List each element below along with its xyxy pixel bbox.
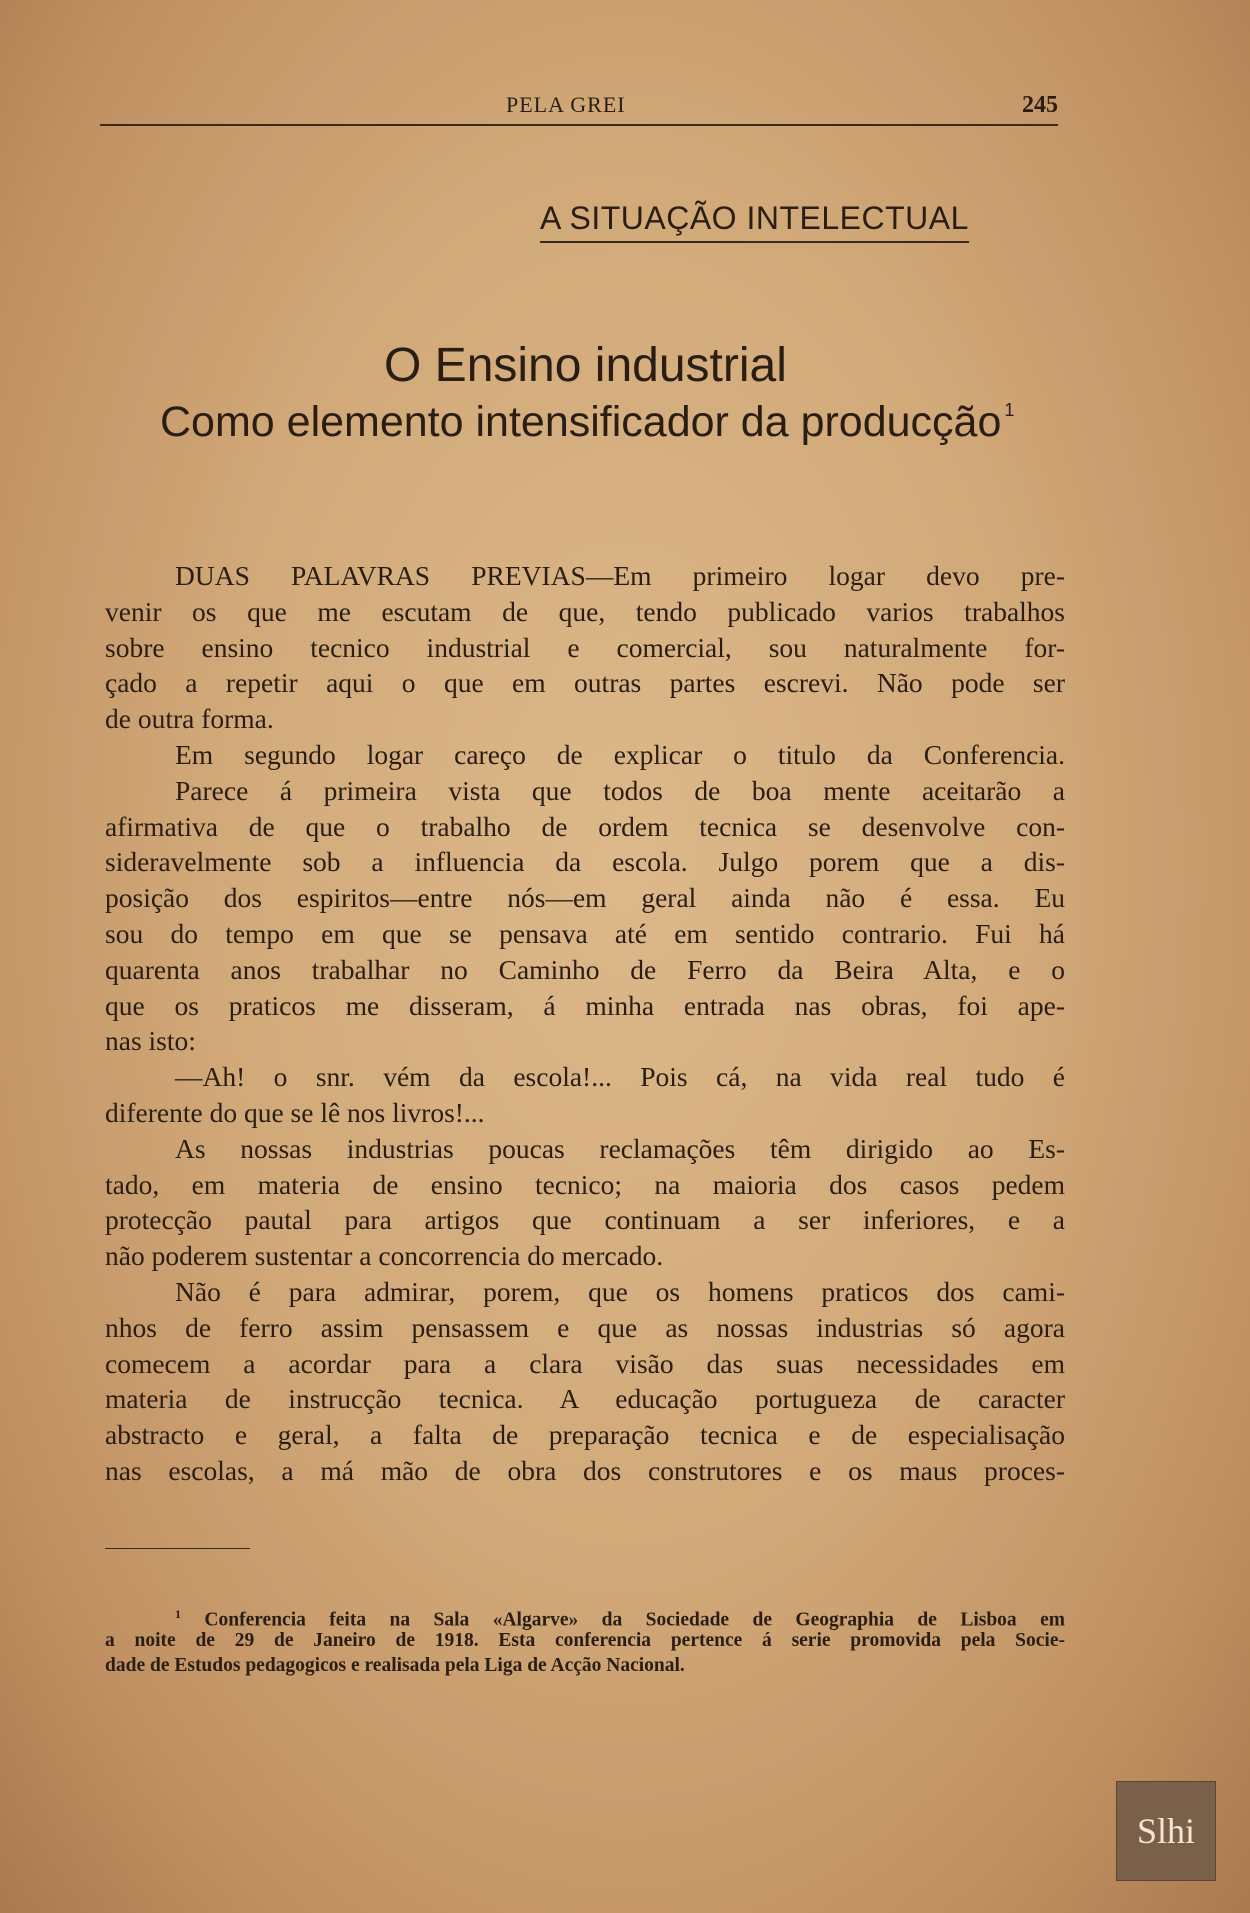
- title-footnote-marker: 1: [1004, 400, 1015, 420]
- body-line: Parece á primeira vista que todos de boa mente aceitarão a: [175, 774, 1065, 806]
- running-header: [100, 88, 1058, 126]
- body-line: DUAS PALAVRAS PREVIAS—Em primeiro logar devo pre-: [175, 560, 1065, 591]
- article-title: O Ensino industrial: [384, 339, 787, 392]
- body-line: nhos de ferro assim pensassem e que as nossas industrias só agora: [105, 1311, 1065, 1343]
- footnote-divider: [105, 1548, 250, 1549]
- library-logo: Slhi: [1116, 1781, 1216, 1881]
- body-line: materia de instrucção tecnica. A educação portugueza de caracter: [105, 1383, 1065, 1415]
- article-subtitle-text: Como elemento intensificador da producção: [160, 398, 1002, 446]
- running-title: PELA GREI: [506, 92, 626, 117]
- body-line: nas escolas, a má mão de obra dos construtores e os maus proces-: [105, 1454, 1065, 1486]
- footnote-line-text: Conferencia feita na Sala «Algarve» da Sociedade de Geographia de Lisboa em: [204, 1609, 1065, 1631]
- body-line: venir os que me escutam de que, tendo publicado varios trabalhos: [105, 595, 1065, 627]
- body-line: As nossas industrias poucas reclamações têm dirigido ao Es-: [175, 1132, 1065, 1164]
- page-number: 245: [1022, 92, 1058, 118]
- body-line: tado, em materia de ensino tecnico; na maioria dos casos pedem: [105, 1168, 1065, 1200]
- body-line: Não é para admirar, porem, que os homens praticos dos cami-: [175, 1275, 1065, 1307]
- body-line: —Ah! o snr. vém da escola!... Pois cá, na vida real tudo é: [175, 1061, 1065, 1093]
- body-line: nas isto:: [105, 1025, 196, 1057]
- section-title: A SITUAÇÃO INTELECTUAL: [540, 200, 969, 243]
- body-line: de outra forma.: [105, 703, 274, 735]
- body-line: abstracto e geral, a falta de preparação tecnica e de especialisação: [105, 1419, 1065, 1451]
- body-line: não poderem sustentar a concorrencia do mercado.: [105, 1240, 664, 1272]
- footnote-line: [105, 1602, 1065, 1631]
- body-line: çado a repetir aqui o que em outras partes escrevi. Não pode ser: [105, 667, 1065, 699]
- article-subtitle: [160, 398, 1015, 447]
- footnote-line: a noite de 29 de Janeiro de 1918. Esta conferencia pertence á serie promovida pela Socie-: [105, 1629, 1065, 1651]
- body-line: que os praticos me disseram, á minha entrada nas obras, foi ape-: [105, 989, 1065, 1021]
- footnote-marker: 1: [175, 1607, 181, 1621]
- footnote-line: dade de Estudos pedagogicos e realisada pela Liga de Acção Nacional.: [105, 1655, 685, 1676]
- body-line: comecem a acordar para a clara visão das suas necessidades em: [105, 1347, 1065, 1379]
- body-line: posição dos espiritos—entre nós—em geral ainda não é essa. Eu: [105, 882, 1065, 914]
- body-line: sideravelmente sob a influencia da escola. Julgo porem que a dis-: [105, 846, 1065, 878]
- body-line: quarenta anos trabalhar no Caminho de Ferro da Beira Alta, e o: [105, 953, 1065, 985]
- footnote: [105, 1602, 1065, 1679]
- body-line: protecção pautal para artigos que continuam a ser inferiores, e a: [105, 1204, 1065, 1236]
- body-line: sou do tempo em que se pensava até em sentido contrario. Fui há: [105, 917, 1065, 949]
- article-body: [105, 558, 1065, 1489]
- body-line: diferente do que se lê nos livros!...: [105, 1096, 485, 1128]
- body-line: Em segundo logar careço de explicar o titulo da Conferencia.: [175, 738, 1065, 770]
- body-line: sobre ensino tecnico industrial e comercial, sou naturalmente for-: [105, 631, 1065, 663]
- body-line: afirmativa de que o trabalho de ordem tecnica se desenvolve con-: [105, 810, 1065, 842]
